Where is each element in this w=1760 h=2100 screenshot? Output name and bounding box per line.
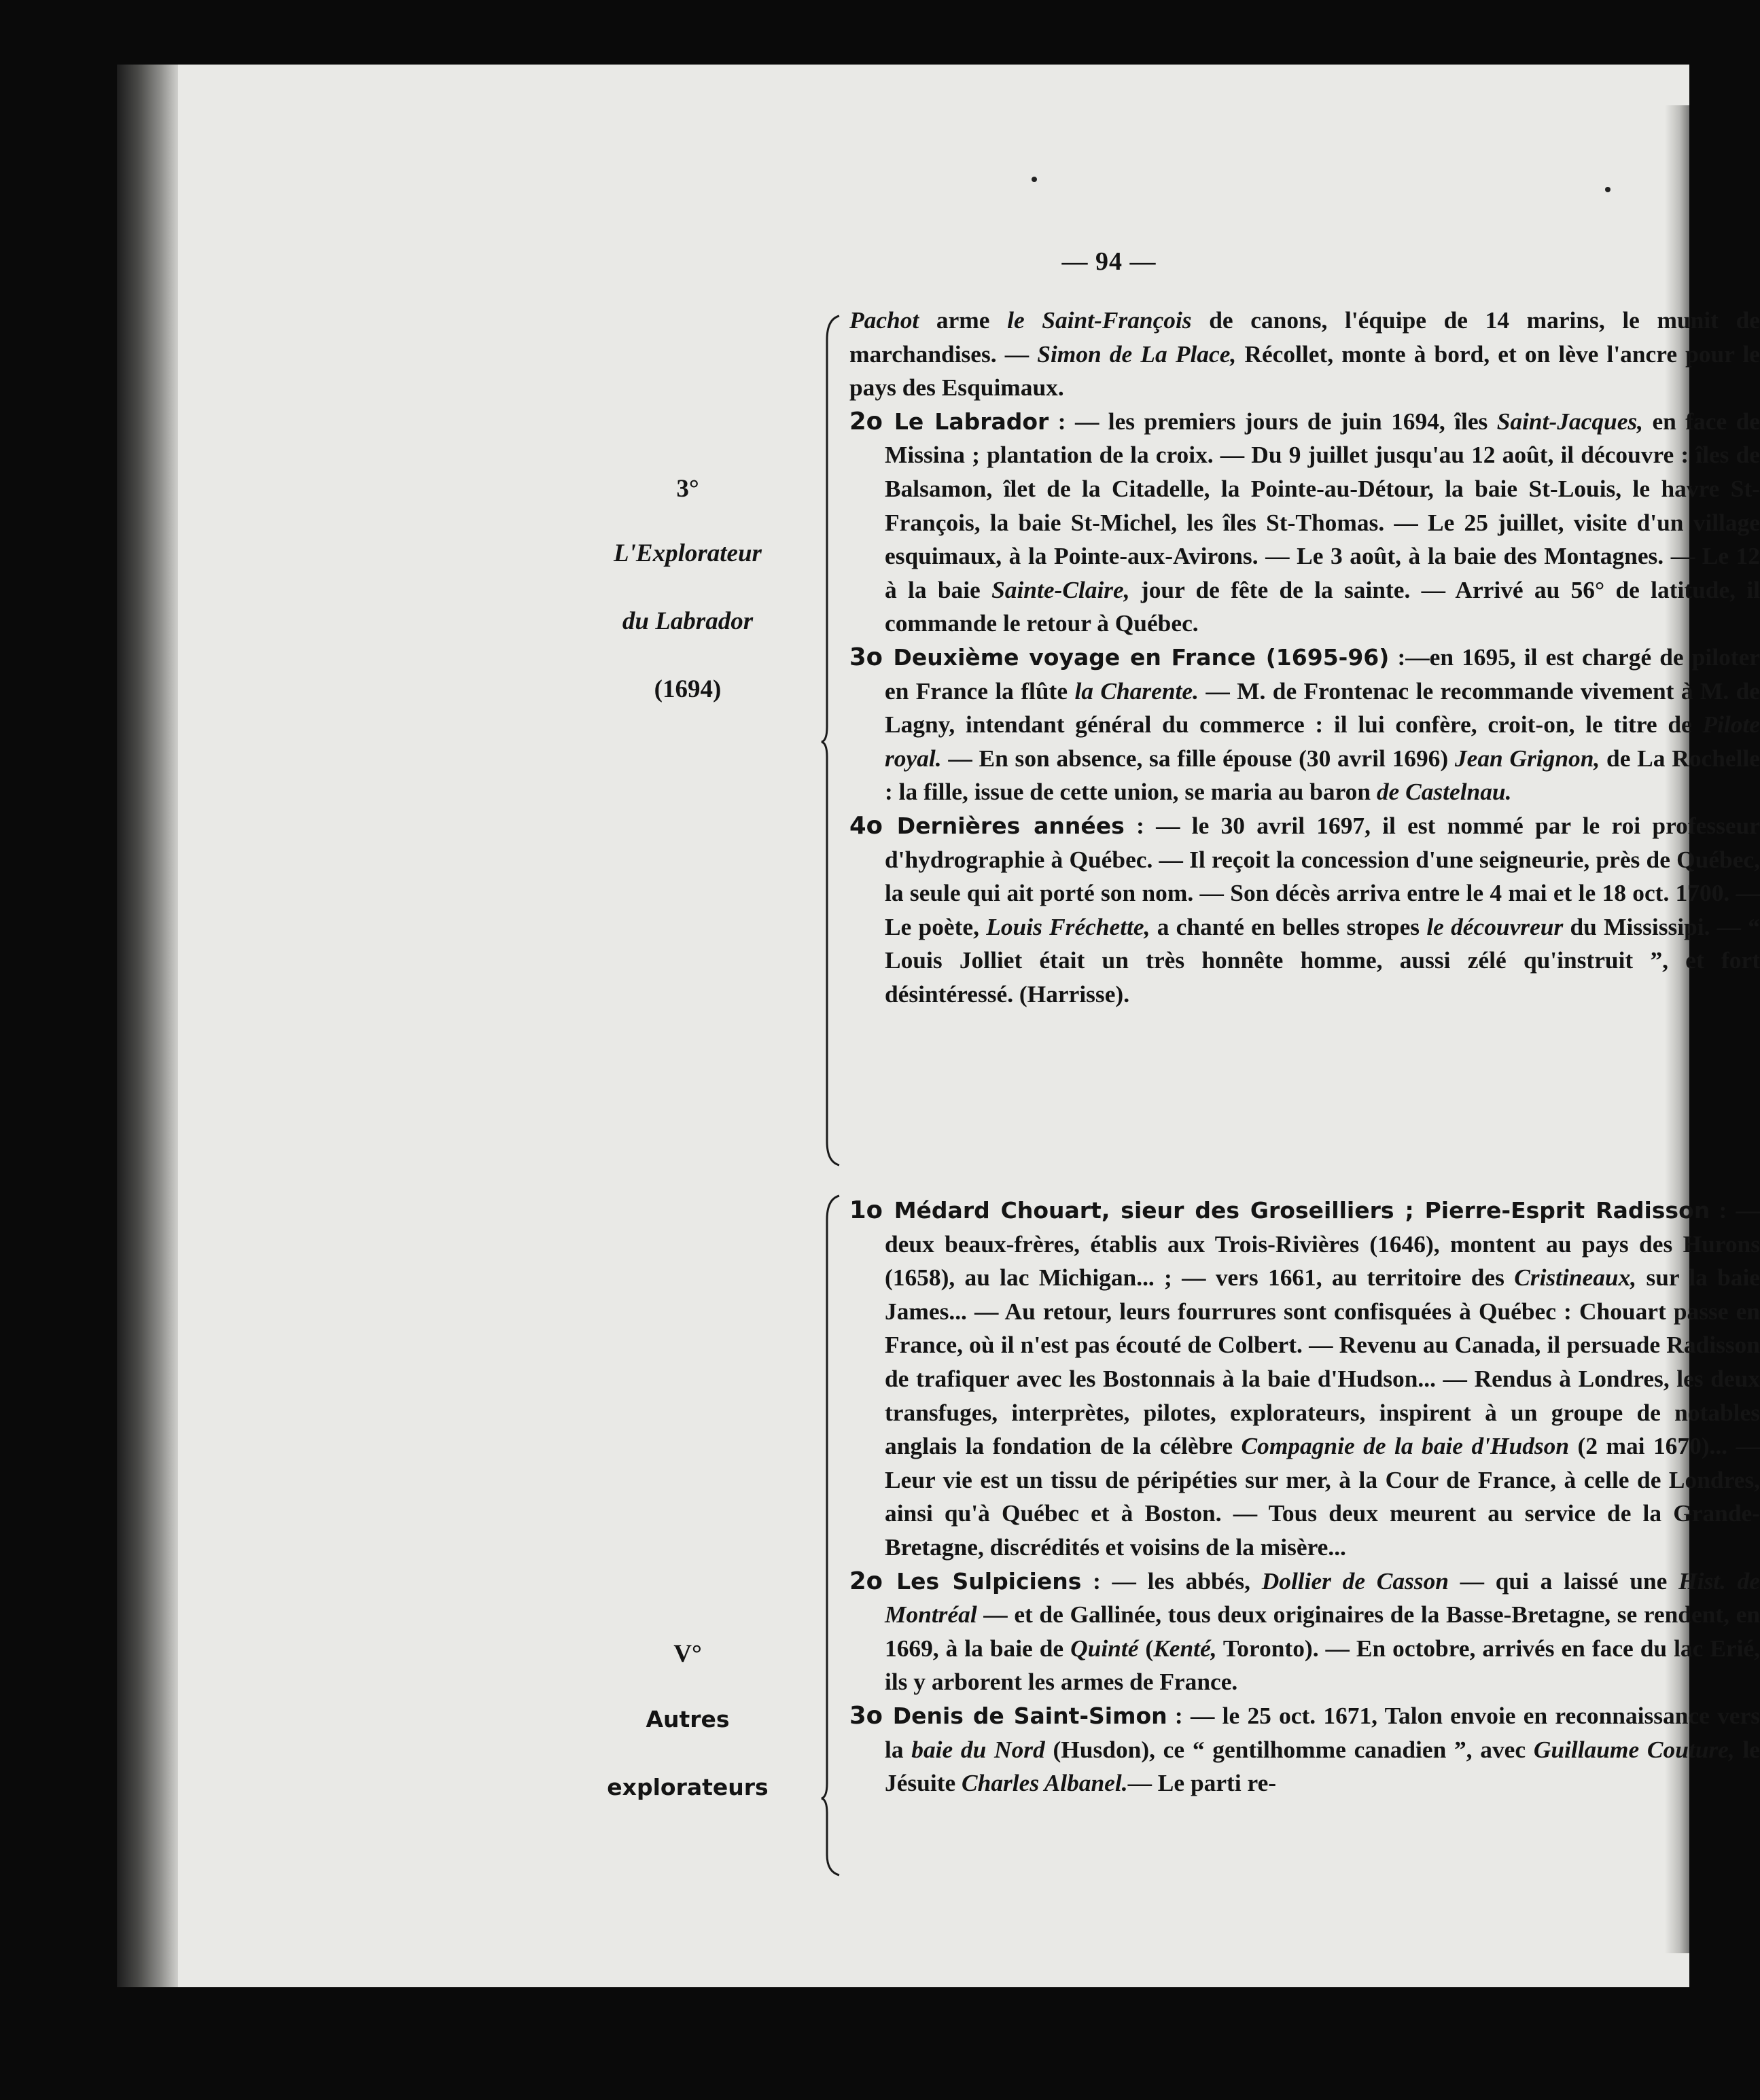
item-number: 3o (849, 1701, 893, 1730)
italic-run: Hist. de Montréal (885, 1567, 1760, 1629)
item-number: 3o (849, 643, 894, 671)
italic-run: Compagnie de la baie d'Hudson (1241, 1432, 1570, 1460)
section-autres-explorateurs (849, 1194, 1760, 1800)
text-run: jour de fête de la sainte. — Arrivé au 56° de latitude, il commande le retour à Québec. (885, 575, 1760, 637)
italic-run: Kenté, (1153, 1634, 1217, 1662)
text-run: sur la baie James... — Au retour, leurs fourrures sont confisquées à Québec : Chouart passe en France, où il n'est pas écouté de Colbert. — Revenu au Canada, il persuade Radisson de trafiquer avec les Bostonnais à la baie d'Hudson... — Rendus à Londres, les deux transfuges, interprètes, pilotes, explorateurs, inspirent à un groupe de notables anglais la fondation de la célèbre (885, 1264, 1760, 1460)
paragraph-sulpiciens (849, 1565, 1760, 1699)
italic-run: Jean Grignon, (1454, 744, 1600, 772)
paragraph-intro (849, 304, 1760, 405)
section-explorateur-labrador (849, 304, 1760, 1011)
text-run: — Le parti re- (1127, 1769, 1277, 1797)
text-run: a chanté en belles stropes (1150, 912, 1427, 940)
text-run: de canons, l'équipe de 14 marins, le munit de marchandises. — (849, 306, 1760, 368)
speck (1605, 187, 1611, 192)
italic-run: la Charente. (1074, 677, 1199, 705)
paragraph-labrador (849, 405, 1760, 641)
margin-number-3: 3° (676, 475, 699, 503)
paragraph-dernieres-annees (849, 809, 1760, 1012)
book-binding-shadow (117, 65, 178, 1987)
left-brace-1 (820, 313, 847, 1169)
italic-run: Simon de La Place, (1037, 340, 1237, 368)
italic-run: Guillaume Couture, (1533, 1735, 1735, 1763)
margin2-title-line1: Autres (646, 1706, 730, 1732)
text-run: :—en 1695, il est chargé de piloter en France la flûte (885, 643, 1760, 705)
speck (1032, 177, 1037, 182)
section-heading: Denis de Saint-Simon (892, 1702, 1167, 1729)
section-heading: Deuxième voyage en France (1695-96) (893, 643, 1390, 671)
italic-run: Pilote royal. (885, 711, 1760, 772)
text-run: : — deux beaux-frères, établis aux Trois-Rivières (1646), montent au pays des Hurons (1658), au lac Michigan... ; — vers 1661, au territoire des (885, 1196, 1760, 1292)
text-run: du Mississipi. — “ Louis Jolliet était un très honnête homme, aussi zélé qu'instruit ”, et fort désintéressé. (Harrisse). (885, 912, 1760, 1008)
text-run: Toronto). — En octobre, arrivés en face du lac Erié, ils y arborent les armes de France. (885, 1634, 1760, 1696)
page-number: — 94 — (1061, 247, 1157, 276)
italic-run: Charles Albanel. (962, 1769, 1128, 1797)
margin-number-5: V° (673, 1640, 702, 1668)
margin-date: (1694) (654, 675, 722, 703)
italic-run: baie du Nord (911, 1735, 1045, 1763)
text-run: (2 mai 1670)... — Leur vie est un tissu de péripéties sur mer, à la Cour de France, à celle de Londres, ainsi qu'à Québec et à Boston. — Tous deux meurent au service de la Grande-Bretagne, discrédités et voisins de la misère... (885, 1432, 1760, 1561)
text-run: : — le 30 avril 1697, il est nommé par le roi professeur d'hydrographie à Québec. — Il reçoit la concession d'une seigneurie, près de Québec, la seule qui ait porté son nom. — Son décès arriva entre le 4 mai et le 18 oct. 1700. — Le poète, (885, 811, 1760, 940)
italic-run: de Castelnau. (1376, 778, 1512, 806)
margin-title-line2: du Labrador (622, 607, 754, 635)
italic-run: Louis Fréchette, (986, 912, 1150, 940)
italic-run: le Saint-François (1007, 306, 1192, 334)
text-run: en face de Missina ; plantation de la croix. — Du 9 juillet jusqu'au 12 août, il découvre : îles de Balsamon, îlet de la Citadelle, la Pointe-au-Détour, la baie St-Louis, le havre St-François, la baie St-Michel, les îles St-Thomas. — Le 25 juillet, visite d'un village esquimaux, à la Pointe-aux-Avirons. — Le 3 août, à la baie des Montagnes. — Le 12 à la baie (885, 407, 1760, 603)
item-number: 1o (849, 1196, 894, 1224)
text-run: — qui a laissé une (1448, 1567, 1679, 1595)
text-run: ( (1138, 1634, 1154, 1662)
margin2-title-line2: explorateurs (607, 1774, 769, 1800)
text-run: le Jésuite (885, 1735, 1760, 1797)
text-run: : — les premiers jours de juin 1694, îles (1049, 407, 1497, 435)
item-number: 4o (849, 811, 897, 840)
margin-title-line1: L'Explorateur (614, 539, 762, 567)
section-heading: Les Sulpiciens (896, 1567, 1082, 1595)
section-heading: Le Labrador (894, 408, 1049, 435)
text-run: Récollet, monte à bord, et on lève l'ancre pour le pays des Esquimaux. (849, 340, 1760, 402)
paragraph-groseilliers-radisson (849, 1194, 1760, 1565)
italic-run: Cristineaux, (1514, 1264, 1637, 1292)
text-run: — En son absence, sa fille épouse (30 avril 1696) (941, 744, 1455, 772)
text-run: arme (919, 306, 1008, 334)
left-brace-2 (820, 1192, 847, 1879)
paragraph-saint-simon (849, 1699, 1760, 1800)
italic-run: Sainte-Claire, (991, 575, 1130, 603)
text-run: : — le 25 oct. 1671, Talon envoie en reconnaissance vers la (885, 1701, 1760, 1763)
italic-run: Quinté (1070, 1634, 1139, 1662)
text-run: — et de Gallinée, tous deux originaires de la Basse-Bretagne, se rendent, en 1669, à la baie de (885, 1601, 1760, 1662)
text-run: — M. de Frontenac le recommande vivement à M. de Lagny, intendant général du commerce : il lui confère, croit-on, le titre de (885, 677, 1760, 738)
section-heading: Dernières années (896, 812, 1125, 839)
section-heading: Médard Chouart, sieur des Groseilliers ; Pierre-Esprit Radisson (894, 1197, 1710, 1224)
item-number: 2o (849, 1567, 897, 1595)
scanned-page (117, 65, 1760, 1987)
text-run: de La Rochelle : la fille, issue de cette union, se maria au baron (885, 744, 1760, 806)
italic-run: le découvreur (1426, 912, 1564, 940)
text-run: : — les abbés, (1081, 1567, 1262, 1595)
italic-run: Dollier de Casson (1261, 1567, 1449, 1595)
paragraph-deuxieme-voyage (849, 641, 1760, 809)
italic-run: Saint-Jacques, (1496, 407, 1644, 435)
item-number: 2o (849, 407, 894, 435)
italic-run: Pachot (849, 306, 919, 334)
text-run: (Husdon), ce “ gentilhomme canadien ”, avec (1044, 1735, 1534, 1763)
